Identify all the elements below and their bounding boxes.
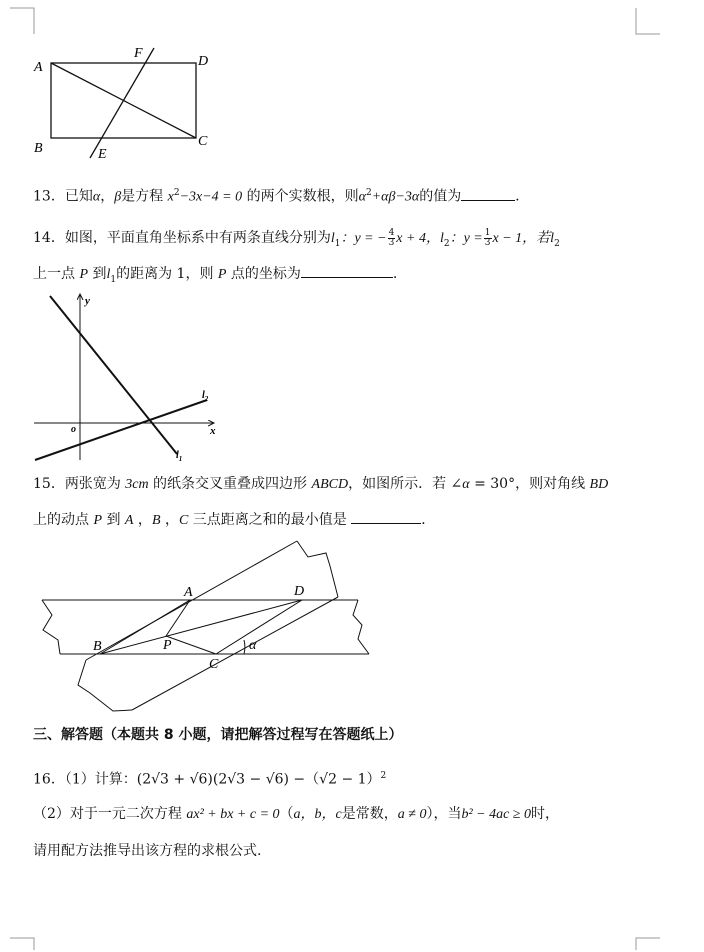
point-p: P — [79, 267, 89, 282]
corner-mark-top-right — [628, 0, 668, 36]
condition: a ≠ 0 — [397, 807, 427, 822]
text: 点的坐标为 — [226, 266, 301, 282]
denominator: 3 — [484, 237, 491, 248]
line-l2: l — [550, 231, 555, 246]
line-l1: l — [330, 231, 335, 246]
figure-paper-strips — [30, 535, 390, 720]
corner-mark-bottom-left — [0, 930, 40, 952]
diagonal-name: BD — [589, 477, 609, 492]
equation: −3x−4 = 0 — [179, 189, 243, 205]
text: 上一点 — [33, 266, 80, 282]
equation: x − 1，若 — [492, 231, 551, 246]
denominator: 3 — [388, 237, 395, 248]
text: = 30°，则对角线 — [469, 476, 590, 492]
label-b: B — [34, 141, 43, 156]
text: 已知 — [64, 188, 93, 205]
expression: (2√3 + √6)(2√3 − √6) −（√2 − 1） — [136, 771, 381, 788]
point-p: P — [93, 513, 103, 528]
text: 的两个实数根，则 — [246, 188, 359, 205]
axis-label-x: x — [210, 425, 216, 437]
question-15-line-2 — [33, 509, 435, 531]
corner-mark-top-left — [0, 0, 40, 36]
equation-var: x — [167, 189, 174, 205]
text: （2）对于一元二次方程 — [33, 806, 187, 822]
point-a: A — [124, 513, 134, 528]
line-label-l2: $l_2$ — [202, 390, 209, 403]
text: 如图，平面直角坐标系中有两条直线分别为 — [64, 230, 331, 246]
label-c: C — [209, 657, 219, 672]
numerator: 4 — [388, 227, 395, 238]
label-f: F — [134, 46, 143, 61]
label-a: A — [184, 585, 193, 600]
section-heading: 三、解答题（本题共 8 小题，请把解答过程写在答题纸上） — [33, 727, 403, 743]
text: 三点距离之和的最小值是 — [188, 512, 352, 528]
label-e: E — [98, 147, 107, 162]
beta-symbol: β — [114, 189, 122, 205]
subscript: 1 — [334, 238, 341, 249]
text: ， — [160, 512, 179, 528]
answer-blank[interactable] — [351, 509, 421, 524]
label-b: B — [93, 639, 102, 654]
text: ，如图所示．若 ∠ — [348, 476, 463, 492]
expression: +αβ−3α — [371, 189, 420, 205]
answer-blank[interactable] — [461, 186, 515, 201]
text: （1）计算： — [64, 771, 137, 788]
text: 时， — [531, 806, 559, 822]
fraction — [388, 229, 396, 248]
equation: ax² + bx + c = 0 — [186, 807, 280, 822]
text: 上的动点 — [33, 512, 94, 528]
text: 是方程 — [121, 188, 164, 205]
discriminant-condition: b² − 4ac ≥ 0 — [461, 807, 531, 822]
text: 的值为 — [419, 188, 462, 205]
line-l1: l — [106, 267, 111, 282]
text: ），当 — [426, 806, 462, 822]
question-16-part-2-line-2: 请用配方法推导出该方程的求根公式. — [33, 843, 262, 859]
expression: α — [358, 189, 366, 205]
line-l2: l — [439, 231, 444, 246]
axis-label-y: y — [85, 295, 90, 307]
equation: ：y = — [449, 231, 483, 246]
text: 的距离为 1，则 — [116, 266, 218, 282]
label-d: D — [198, 54, 209, 69]
question-13 — [33, 183, 529, 208]
question-15-line-1 — [33, 474, 608, 495]
question-number: 15． — [33, 476, 65, 492]
text: （ — [279, 806, 294, 822]
label-p: P — [163, 638, 172, 653]
question-number: 13． — [33, 188, 65, 205]
text: 到 — [88, 266, 107, 282]
figure-rectangle-abcd — [30, 40, 220, 165]
corner-mark-bottom-right — [628, 930, 668, 952]
figure-coordinate-lines — [30, 290, 230, 465]
expression-exponent: 2 — [380, 771, 387, 781]
text: ． — [515, 188, 530, 205]
numerator: 1 — [484, 227, 491, 238]
expression-exponent: 2 — [365, 188, 372, 198]
point-c: C — [178, 513, 189, 528]
question-number: 14． — [33, 230, 65, 246]
text: 两张宽为 — [64, 476, 126, 492]
equation: x + 4， — [396, 231, 440, 246]
quadrilateral-name: ABCD — [311, 477, 349, 492]
text: 是常数， — [341, 806, 398, 822]
point-b: B — [151, 513, 161, 528]
subscript: 2 — [554, 238, 560, 249]
label-a: A — [34, 60, 43, 75]
question-16-part-2 — [33, 804, 559, 825]
line-label-l1: $l_1$ — [176, 450, 183, 463]
label-alpha: α — [249, 638, 257, 653]
alpha-symbol: α — [462, 477, 470, 492]
text: ， — [133, 512, 152, 528]
text: 的纸条交叉重叠成四边形 — [148, 476, 312, 492]
text: ， — [100, 188, 115, 205]
fraction — [484, 229, 492, 248]
point-p: P — [217, 267, 227, 282]
equation: ：y = − — [340, 231, 387, 246]
alpha-symbol: α — [92, 189, 101, 205]
text: . — [392, 266, 398, 282]
equation-exponent: 2 — [173, 188, 180, 198]
text: 到 — [102, 512, 125, 528]
label-d: D — [294, 584, 305, 599]
subscript: 2 — [443, 238, 450, 249]
width-value: 3cm — [125, 477, 149, 492]
question-16-part-1 — [33, 766, 386, 790]
question-14-line-1 — [33, 228, 560, 254]
question-number: 16． — [33, 771, 65, 788]
text: ． — [421, 512, 436, 528]
origin-label: o — [71, 424, 76, 435]
subscript: 1 — [110, 274, 117, 285]
answer-blank[interactable] — [301, 263, 393, 278]
question-14-line-2 — [33, 263, 397, 290]
label-c: C — [198, 134, 208, 149]
variables: a，b，c — [293, 807, 342, 822]
